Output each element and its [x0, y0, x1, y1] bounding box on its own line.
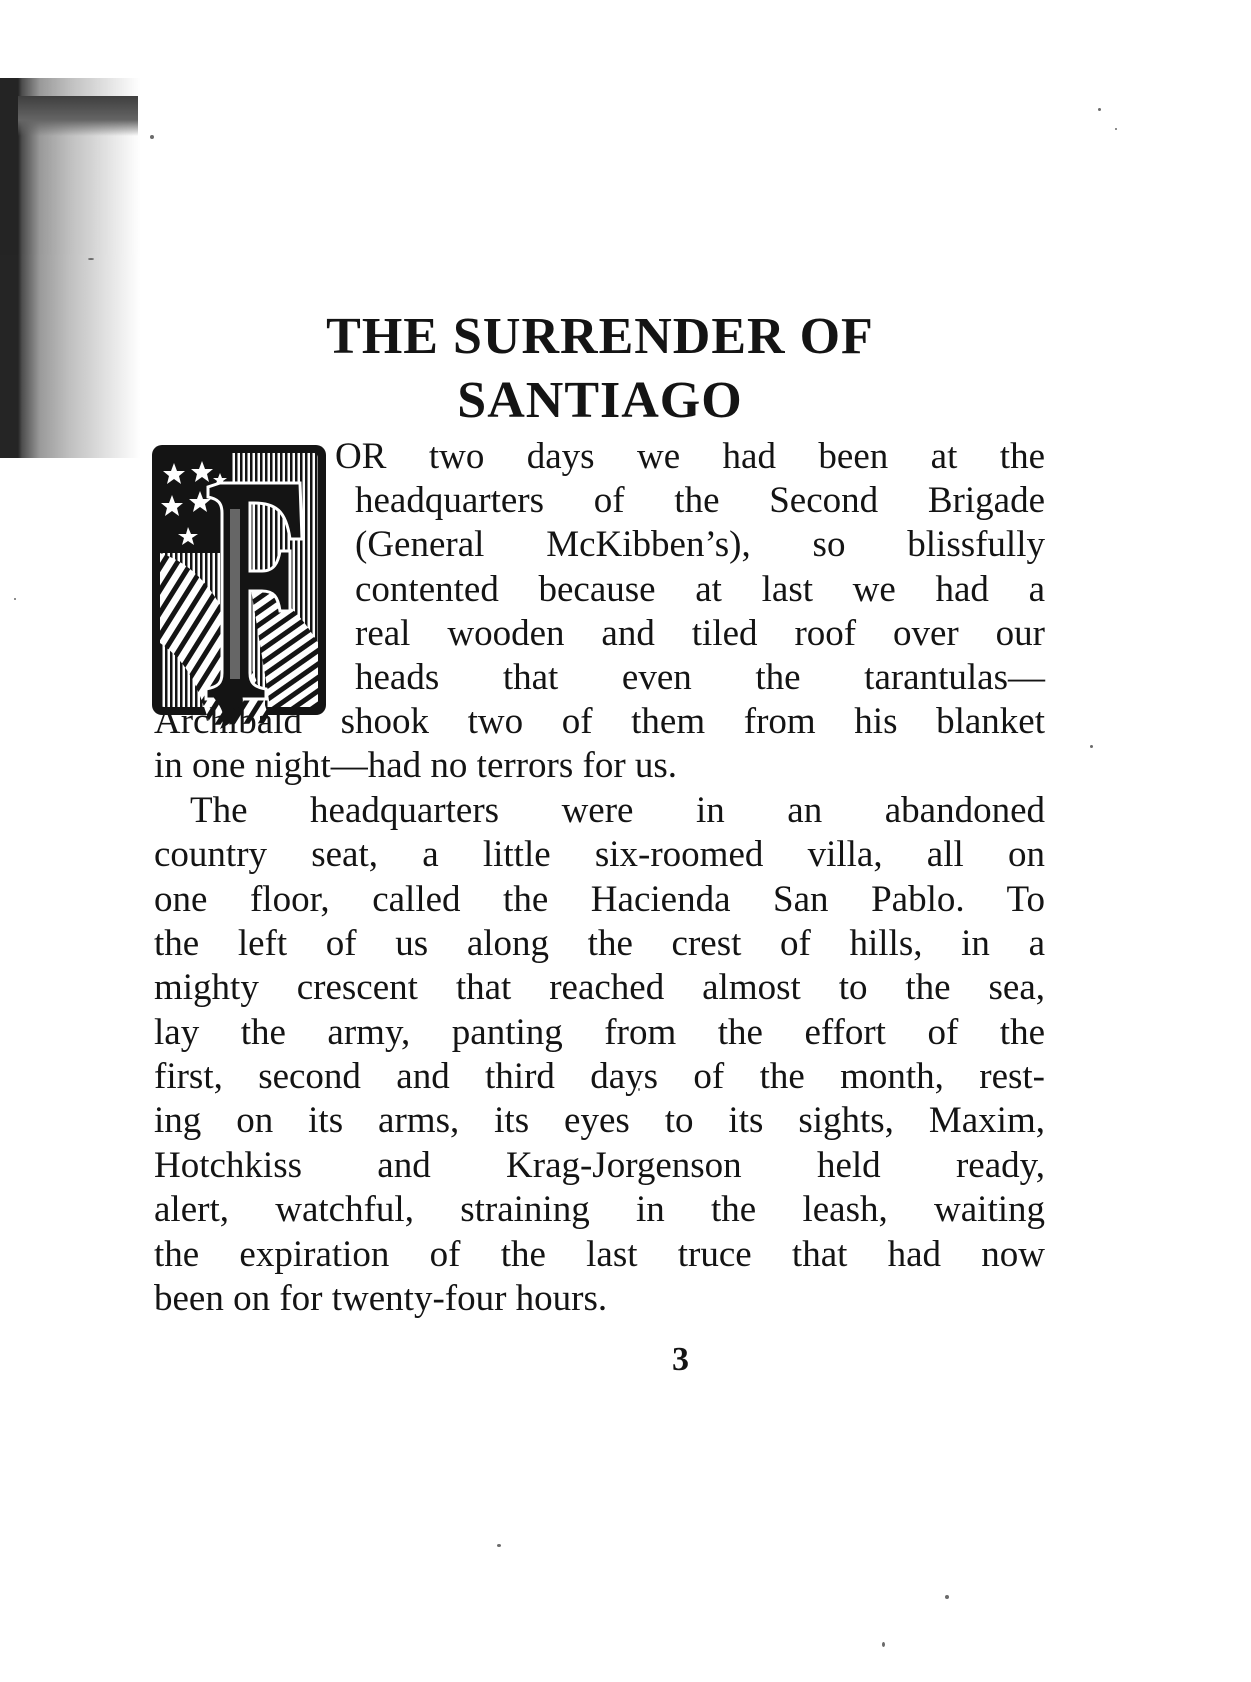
flag-ornament-icon [150, 443, 328, 731]
chapter-title-line-1: THE SURRENDER OF [326, 308, 874, 365]
text-line: OR two days we had been at the [335, 436, 1045, 477]
text-line: headquarters of the Second Brigade [355, 480, 1045, 521]
scan-speck [150, 135, 154, 139]
text-line: the expiration of the last truce that had now [154, 1234, 1045, 1275]
text-line: Archibald shook two of them from his blanket [154, 701, 1045, 742]
text-line: first, second and third days of the month, rest- [154, 1056, 1045, 1097]
text-line: alert, watchful, straining in the leash, waiting [154, 1189, 1045, 1230]
text-line: real wooden and tiled roof over our [355, 613, 1045, 654]
text-line: (General McKibben’s), so blissfully [355, 524, 1045, 565]
scan-speck [88, 258, 94, 260]
scan-speck [882, 1642, 885, 1647]
text-line: lay the army, panting from the effort of the [154, 1012, 1045, 1053]
scan-speck [1098, 108, 1101, 111]
scan-speck [1090, 745, 1093, 748]
text-line: country seat, a little six-roomed villa, all on [154, 834, 1045, 875]
text-line: ing on its arms, its eyes to its sights, Maxim, [154, 1100, 1045, 1141]
scan-speck [945, 1595, 949, 1599]
text-line: in one night—had no terrors for us. [154, 745, 678, 786]
drop-cap-ornament [150, 443, 328, 731]
text-line: the left of us along the crest of hills, in a [154, 923, 1045, 964]
text-line: The headquarters were in an abandoned [190, 790, 1045, 831]
chapter-title-line-2: SANTIAGO [457, 372, 743, 429]
text-line: been on for twenty-four hours. [154, 1278, 608, 1319]
text-line: one floor, called the Hacienda San Pablo. To [154, 879, 1045, 920]
text-line: heads that even the tarantulas— [355, 657, 1045, 698]
scan-speck [14, 598, 16, 600]
text-line: contented because at last we had a [355, 569, 1045, 610]
page-number: 3 [672, 1341, 689, 1378]
text-line: mighty crescent that reached almost to the sea, [154, 967, 1045, 1008]
scan-speck [497, 1544, 501, 1547]
text-line: Hotchkiss and Krag-Jorgenson held ready, [154, 1145, 1045, 1186]
scan-speck [1115, 128, 1117, 130]
binding-notch [18, 96, 138, 136]
binding-shadow [0, 78, 140, 458]
